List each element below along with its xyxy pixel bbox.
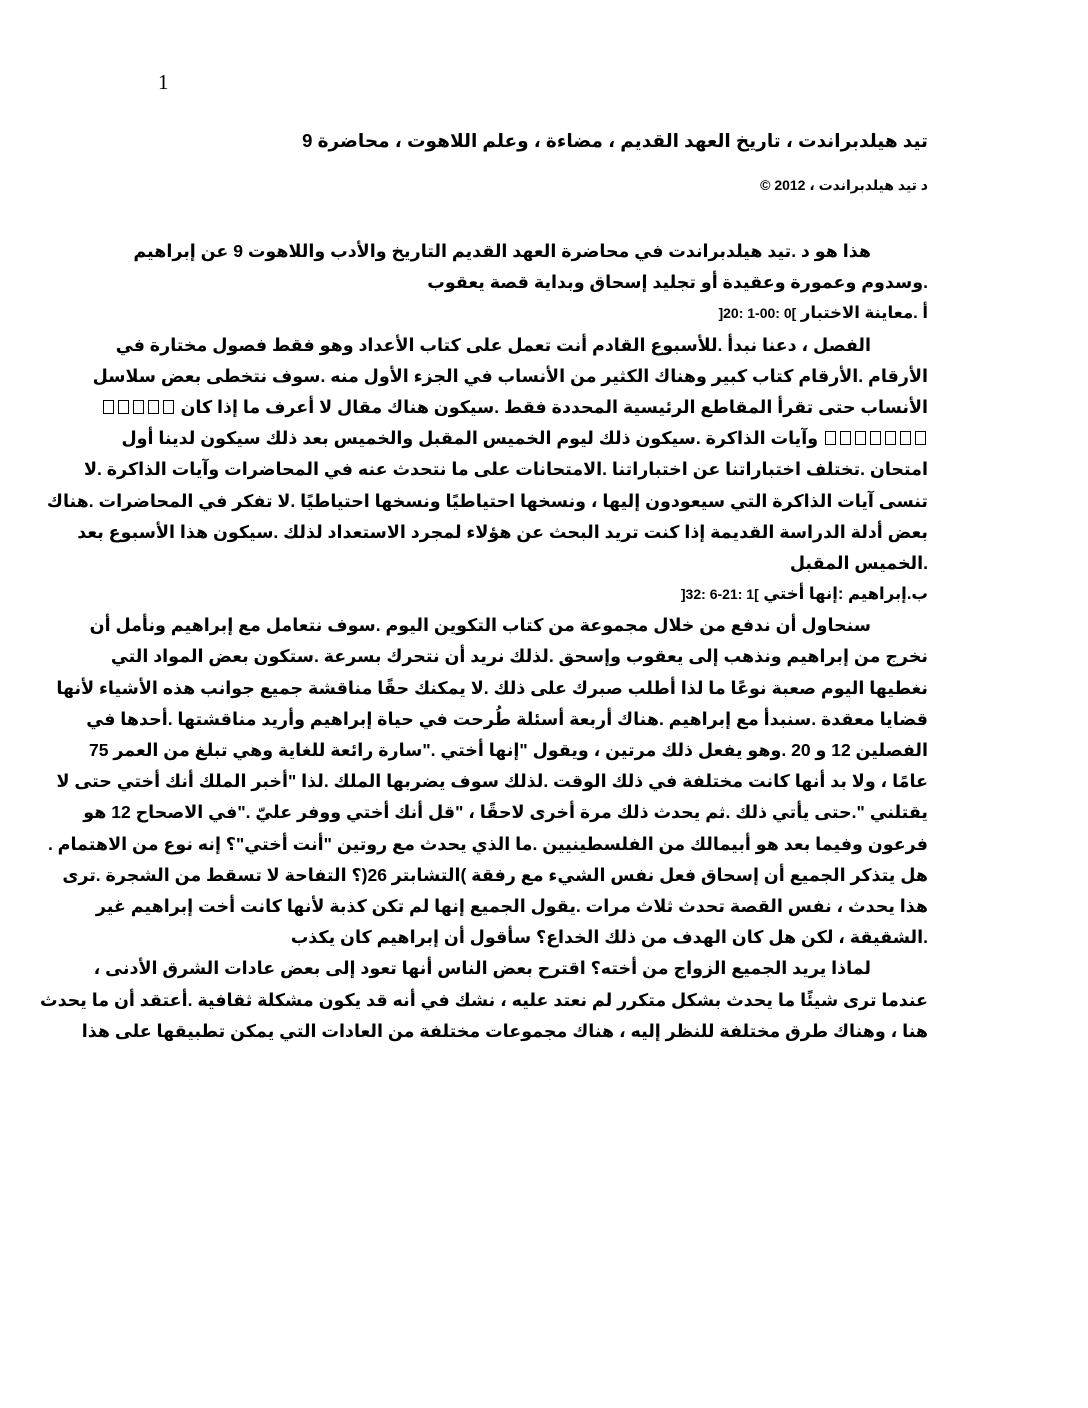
paragraph-line: عندما ترى شيئًا ما يحدث بشكل متكرر لم نعتد عليه ، نشك في أنه قد يكون مشكلة ثقافية .أعتقد أن ما يحدث [39, 989, 928, 1010]
paragraph-line [160, 392, 928, 423]
paragraph-text: الأنساب حتى تقرأ المقاطع الرئيسية المحددة فقط .سيكون هناك مقال لا أعرف ما إذا كان [180, 396, 928, 417]
section-heading-text: ب.إبراهيم :إنها أختي [763, 585, 928, 604]
paragraph-line: تنسى آيات الذاكرة التي سيعودون إليها ، ونسخها احتياطيًا ونسخها احتياطيًا .لا تفكر في المحاضرات .هناك [46, 490, 928, 511]
section-heading-b [160, 579, 928, 610]
paragraph-line: نغطيها اليوم صعبة نوعًا ما لذا أطلب صبرك على ذلك .لا يمكنك حقًا مناقشة جميع جوانب هذه الأشياء لأنها [56, 677, 928, 698]
paragraph-line: .الشقيقة ، لكن هل كان الهدف من ذلك الخداع؟ سأقول أن إبراهيم كان يكذب [290, 927, 928, 948]
missing-glyphs [101, 397, 176, 417]
paragraph-line: هل يتذكر الجميع أن إسحاق فعل نفس الشيء مع رفقة )التشابتر 26(؟ التفاحة لا تسقط من الشجرة .ترى [62, 864, 928, 885]
paragraph-line: الفصل ، دعنا نبدأ .للأسبوع القادم أنت تعمل على كتاب الأعداد وهو فقط فصول مختارة في [115, 334, 871, 355]
paragraph-line: امتحان .تختلف اختباراتنا عن اختباراتنا .الامتحانات على ما نتحدث عنه في المحاضرات وآيات الذاكرة .لا [83, 459, 928, 480]
paragraph-line: سنحاول أن ندفع من خلال مجموعة من كتاب التكوين اليوم .سوف نتعامل مع إبراهيم ونأمل أن [89, 615, 871, 636]
section-heading-text: أ .معاينة الاختبار [800, 304, 928, 323]
section-heading-a [160, 298, 928, 329]
paragraph-line: .الخميس المقبل [789, 552, 928, 573]
intro-line: .وسدوم وعمورة وعقيدة أو تجليد إسحاق وبداية قصة يعقوب [427, 272, 928, 293]
paragraph-line: فرعون وفيما بعد هو أبيمالك من الفلسطينيين .ما الذي يحدث مع روتين "أنت أختي"؟ إنه نوع من الاهتمام . [47, 833, 928, 854]
paragraph-line: الأرقام .الأرقام كتاب كبير وهناك الكثير من الأنساب في الجزء الأول منه .سوف نتخطى بعض سلاسل [92, 365, 928, 386]
paragraph-line: بعض أدلة الدراسة القديمة إذا كنت تريد البحث عن هؤلاء لمجرد الاستعداد لذلك .سيكون هذا الأسبوع بعد [77, 521, 928, 542]
paragraph-line: عامًا ، ولا بد أنها كانت مختلفة في ذلك الوقت .لذلك سوف يضربها الملك .لذا "أخبر الملك أنك أختي حتى لا [56, 771, 928, 792]
paragraph-line: الفصلين 12 و 20 .وهو يفعل ذلك مرتين ، ويقول "إنها أختي ."سارة رائعة للغاية وهي تبلغ من العمر 75 [89, 740, 928, 760]
paragraph-line: لماذا يريد الجميع الزواج من أخته؟ اقترح بعض الناس أنها تعود إلى بعض عادات الشرق الأدنى ، [93, 958, 871, 979]
timestamp-ref: ]1 :21-6 :32[ [680, 586, 759, 603]
timestamp-ref: ]0 :00-1 :20[ [718, 305, 797, 322]
paragraph-line [121, 423, 928, 454]
intro-line: هذا هو د .تيد هيلدبراندت في محاضرة العهد القديم التاريخ والأدب واللاهوت 9 عن إبراهيم [133, 241, 871, 261]
document-title: تيد هيلدبراندت ، تاريخ العهد القديم ، مضاءة ، وعلم اللاهوت ، محاضرة 9 [302, 130, 928, 151]
paragraph-text: وآيات الذاكرة .سيكون ذلك ليوم الخميس المقبل والخميس بعد ذلك سيكون لدينا أول [121, 428, 819, 449]
paragraph-line: هذا يحدث ، نفس القصة تحدث ثلاث مرات .يقول الجميع إنها لم تكن كذبة لأنها كانت أخت إبراهيم غير [95, 895, 928, 916]
paragraph-line: نخرج من إبراهيم ونذهب إلى يعقوب وإسحق .لذلك نريد أن نتحرك بسرعة .ستكون بعض المواد التي [110, 646, 928, 667]
paragraph-line: هنا ، وهناك طرق مختلفة للنظر إليه ، هناك مجموعات مختلفة من العادات التي يمكن تطبيقها على هذا [81, 1020, 928, 1041]
missing-glyphs [823, 428, 928, 448]
paragraph-line: يقتلني ".حتى يأتي ذلك .ثم يحدث ذلك مرة أخرى لاحقًا ، "قل أنك أختي ووفر عليّ ."في الاصحاح 12 هو [83, 802, 928, 823]
document-body [39, 236, 928, 1047]
copyright-line: د تيد هيلدبراندت ، 2012 © [760, 177, 928, 193]
page-number: 1 [158, 70, 169, 94]
paragraph-line: قضايا معقدة .سنبدأ مع إبراهيم .هناك أربعة أسئلة طُرحت في حياة إبراهيم وأريد مناقشتها .أحدها في [86, 708, 928, 729]
